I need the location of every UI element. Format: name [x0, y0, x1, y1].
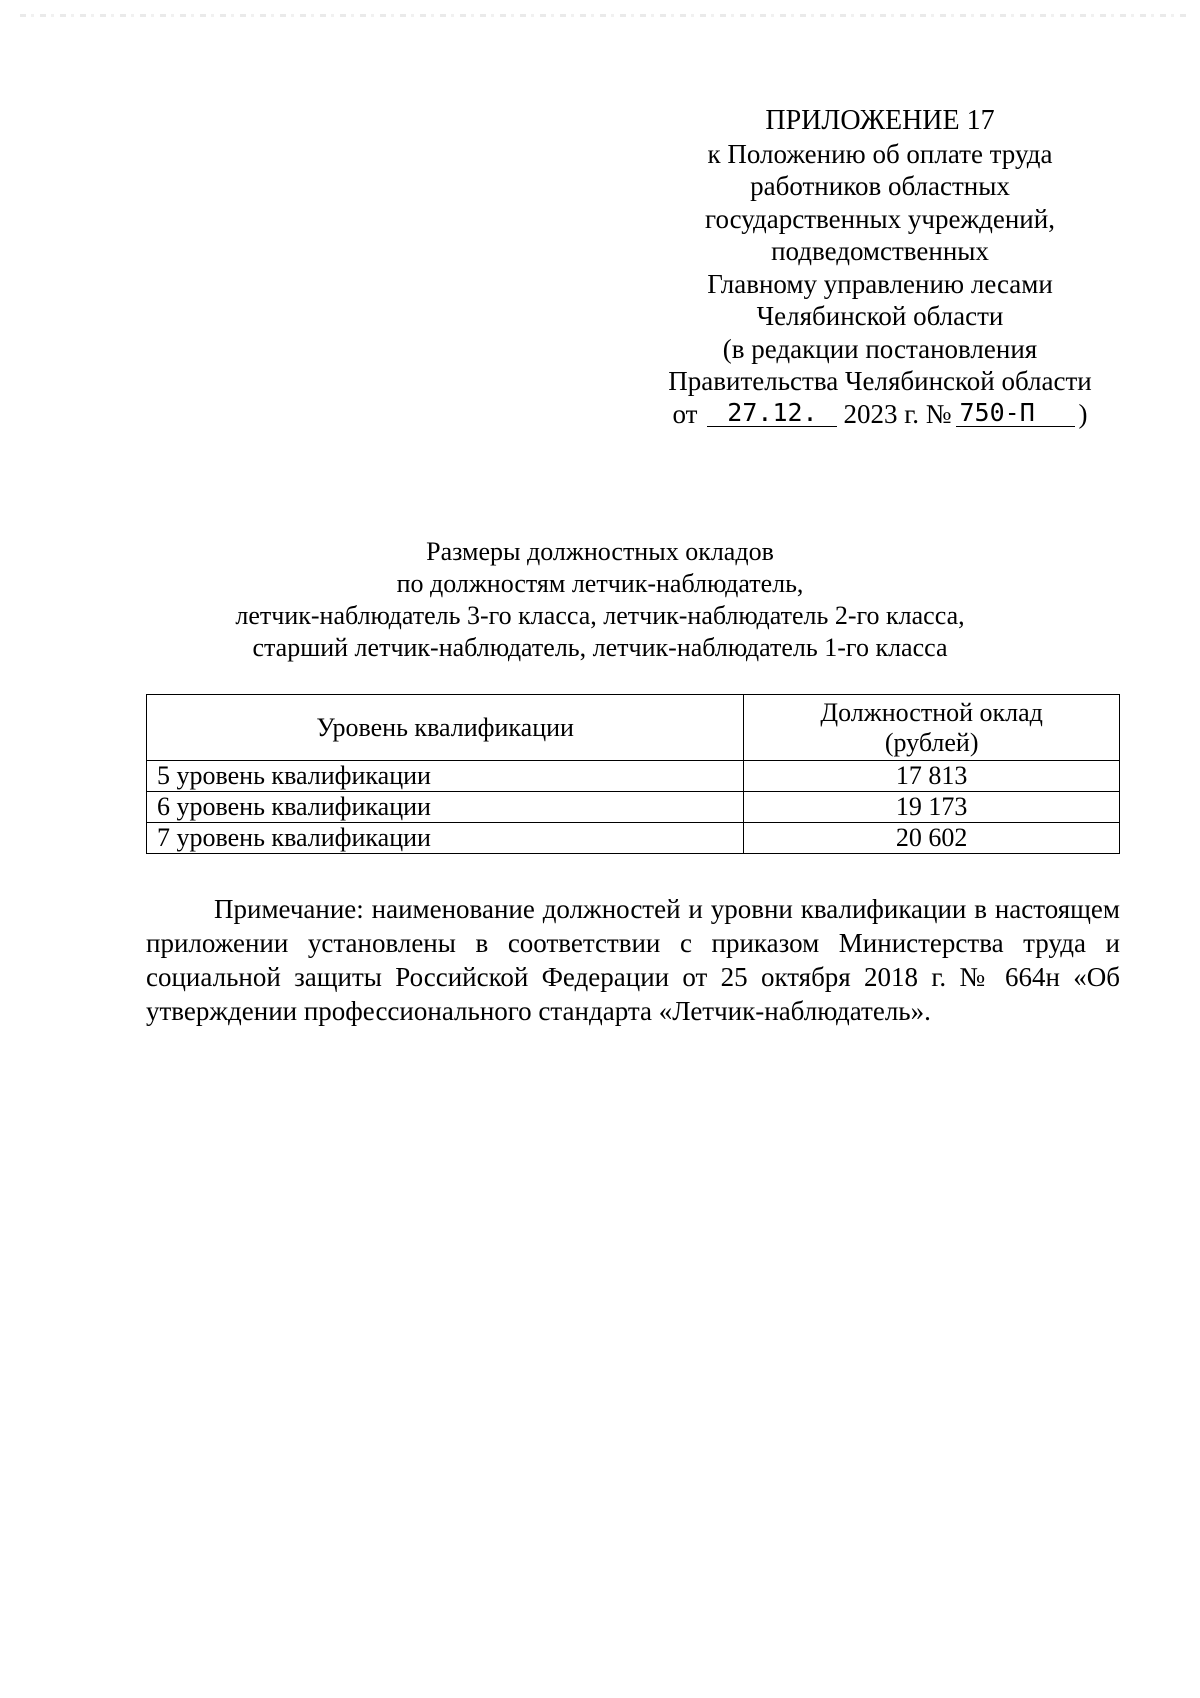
header-salary-unit: (рублей)	[884, 727, 979, 757]
appendix-line: Главному управлению лесами	[707, 268, 1053, 299]
qualification-level-cell: 6 уровень квалификации	[147, 792, 744, 823]
salary-cell: 19 173	[744, 792, 1120, 823]
salary-cell: 17 813	[744, 761, 1120, 792]
appendix-title: ПРИЛОЖЕНИЕ 17	[765, 105, 995, 136]
title-line: Размеры должностных окладов	[426, 537, 774, 566]
appendix-line: (в редакции постановления	[722, 333, 1038, 364]
title-line: по должностям летчик-наблюдатель,	[396, 569, 804, 598]
header-salary-label: Должностной оклад	[820, 697, 1043, 727]
table-row	[147, 823, 1120, 854]
document-title	[100, 536, 1100, 664]
table-header-row	[147, 695, 1120, 761]
date-field: 27.12.	[707, 400, 837, 427]
appendix-line: Правительства Челябинской области	[668, 366, 1092, 396]
appendix-line: подведомственных	[771, 236, 989, 266]
appendix-date-line	[640, 398, 1120, 431]
salary-cell: 20 602	[744, 823, 1120, 854]
title-line: старший летчик-наблюдатель, летчик-наблюдатель 1-го класса	[252, 633, 948, 662]
closing-parenthesis: )	[1078, 398, 1088, 429]
date-prefix: от	[672, 398, 698, 429]
qualification-level-cell: 5 уровень квалификации	[147, 761, 744, 792]
title-line: летчик-наблюдатель 3-го класса, летчик-наблюдатель 2-го класса,	[235, 601, 965, 630]
appendix-line: работников областных	[750, 171, 1010, 201]
qualification-level-cell: 7 уровень квалификации	[147, 823, 744, 854]
table-row	[147, 792, 1120, 823]
note-paragraph	[146, 892, 1120, 1028]
appendix-line: Челябинской области	[756, 301, 1004, 331]
appendix-line: к Положению об оплате труда	[707, 138, 1053, 169]
table-row	[147, 761, 1120, 792]
appendix-line: государственных учреждений,	[705, 203, 1055, 234]
scan-edge-noise	[20, 14, 1190, 17]
resolution-number-field: 750-П	[956, 400, 1075, 427]
appendix-header	[640, 105, 1120, 430]
header-salary	[744, 695, 1120, 761]
salary-table	[146, 694, 1120, 854]
header-qualification-level: Уровень квалификации	[147, 695, 744, 761]
date-suffix: 2023 г. №	[843, 398, 952, 429]
note-text: Примечание: наименование должностей и уровни квалификации в настоящем приложении установлены в соответствии с приказом Министерства труда и социальной защиты Российской Федерации от 25 октября 2018 г. № 664н «Об утверждении профессионального стандарта «Летчик-наблюдатель».	[146, 894, 1120, 1026]
